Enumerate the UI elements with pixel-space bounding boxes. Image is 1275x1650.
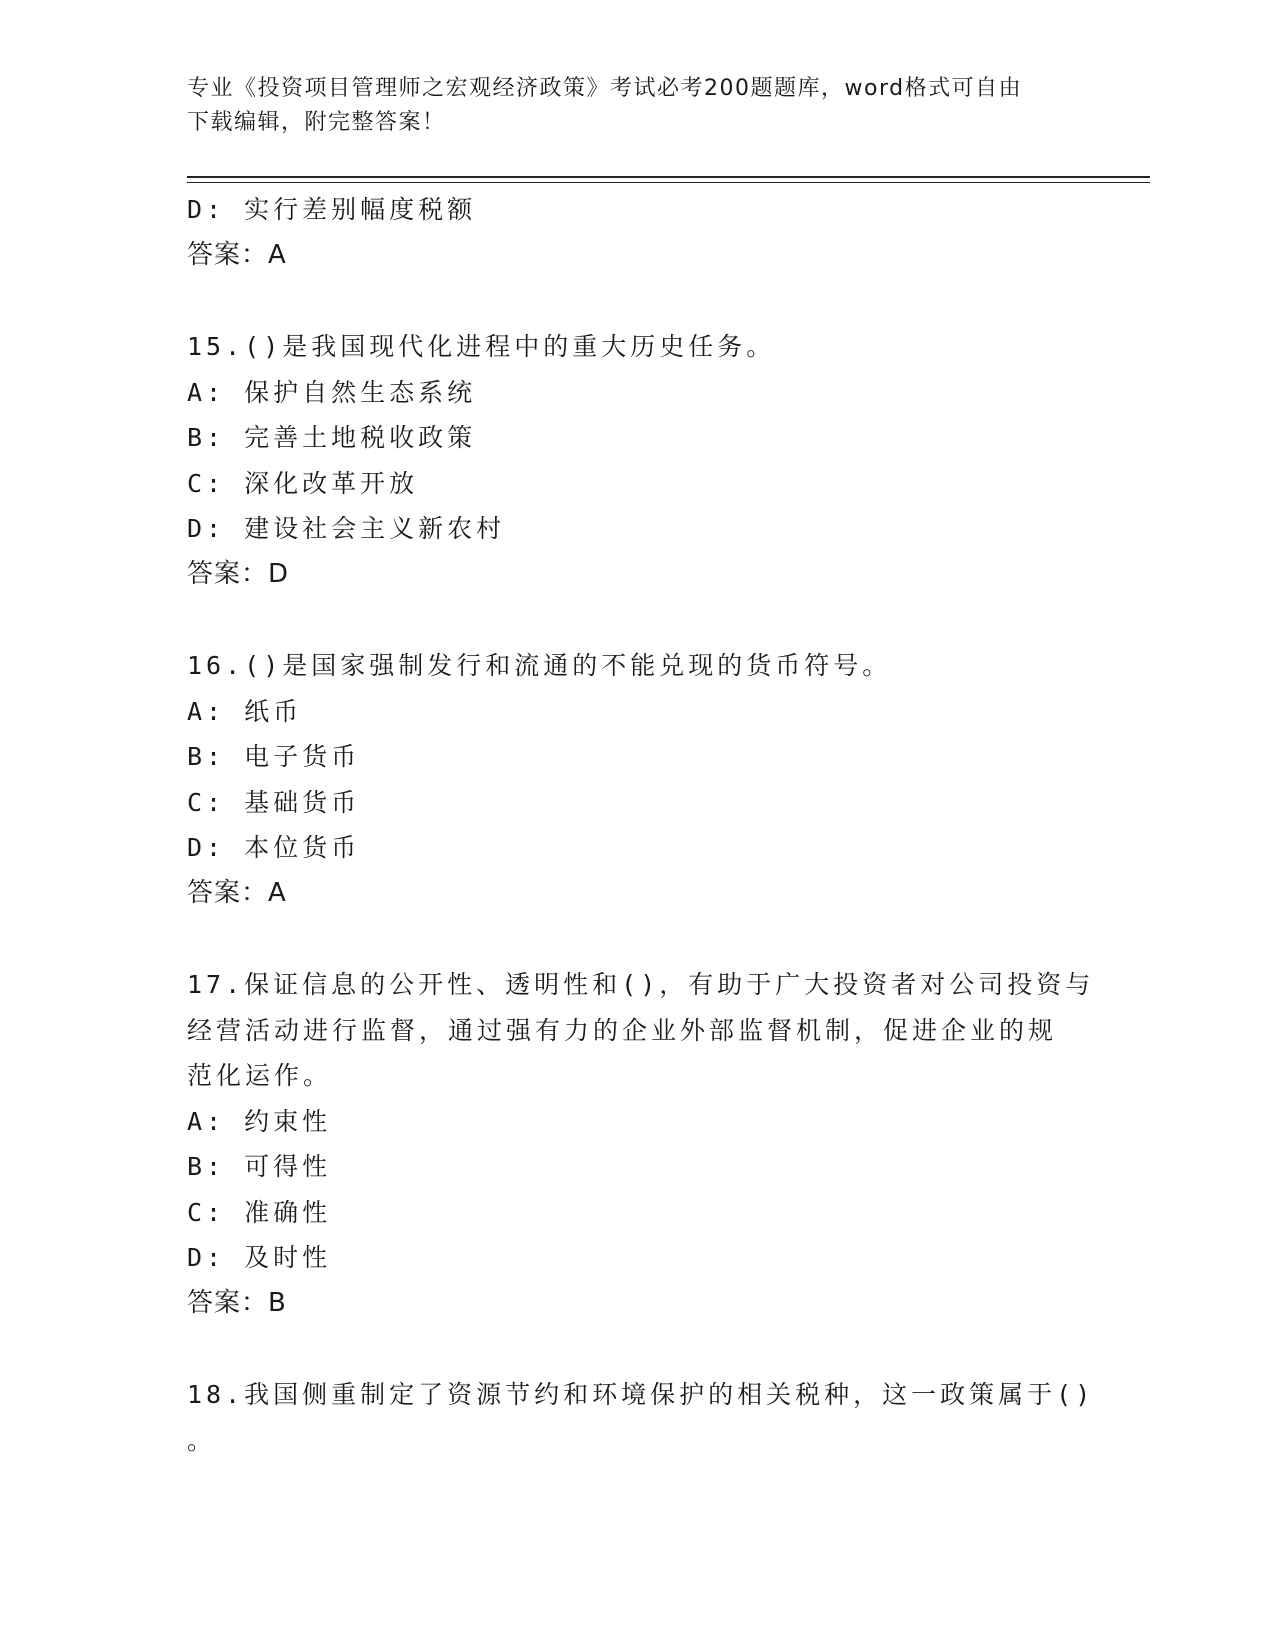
header-line-2: 下载编辑，附完整答案！ (187, 110, 446, 135)
option-a: A: 纸币 (187, 696, 303, 726)
question-17 (187, 962, 1095, 1326)
answer-line: 答案：B (187, 1287, 287, 1318)
option-a: A: 保护自然生态系统 (187, 377, 477, 407)
answer-line: 答案：A (187, 877, 287, 908)
question-stem-line-1: 17.保证信息的公开性、透明性和()，有助于广大投资者对公司投资与 (187, 970, 1095, 999)
option-d: D: 本位货币 (187, 833, 361, 862)
document-header (187, 72, 1067, 140)
question-spacer (187, 278, 1087, 324)
question-18 (187, 1372, 1095, 1463)
header-divider-thick (187, 176, 1150, 178)
question-stem-line-1: 18.我国侧重制定了资源节约和环境保护的相关税种，这一政策属于() (187, 1380, 1095, 1409)
question-stem-line-2: 。 (187, 1425, 217, 1455)
question-14-tail (187, 187, 1087, 278)
option-a: A: 约束性 (187, 1106, 332, 1136)
option-b: B: 可得性 (187, 1152, 332, 1181)
question-spacer (187, 916, 1087, 962)
option-c: C: 基础货币 (187, 787, 361, 817)
question-stem-line-2: 经营活动进行监督，通过强有力的企业外部监督机制，促进企业的规 (187, 1015, 1058, 1045)
option-d: D: 及时性 (187, 1243, 332, 1272)
question-list (187, 187, 1095, 1463)
question-stem: 15.()是我国现代化进程中的重大历史任务。 (187, 332, 776, 361)
option-c: C: 深化改革开放 (187, 468, 419, 498)
option-b: B: 电子货币 (187, 742, 361, 771)
header-line-1: 专业《投资项目管理师之宏观经济政策》考试必考200题题库，word格式可自由 (187, 76, 1023, 101)
answer-line: 答案：D (187, 558, 290, 589)
question-16 (187, 643, 1087, 916)
question-15 (187, 324, 1087, 597)
option-d: D: 建设社会主义新农村 (187, 514, 506, 543)
option-c: C: 准确性 (187, 1197, 332, 1227)
question-spacer (187, 1326, 1087, 1372)
question-stem-line-3: 范化运作。 (187, 1061, 333, 1090)
answer-line: 答案：A (187, 239, 287, 270)
header-divider-thin (187, 182, 1150, 183)
question-spacer (187, 597, 1087, 643)
question-stem: 16.()是国家强制发行和流通的不能兑现的货币符号。 (187, 651, 892, 680)
option-b: B: 完善土地税收政策 (187, 423, 477, 452)
option-d: D: 实行差别幅度税额 (187, 195, 477, 224)
